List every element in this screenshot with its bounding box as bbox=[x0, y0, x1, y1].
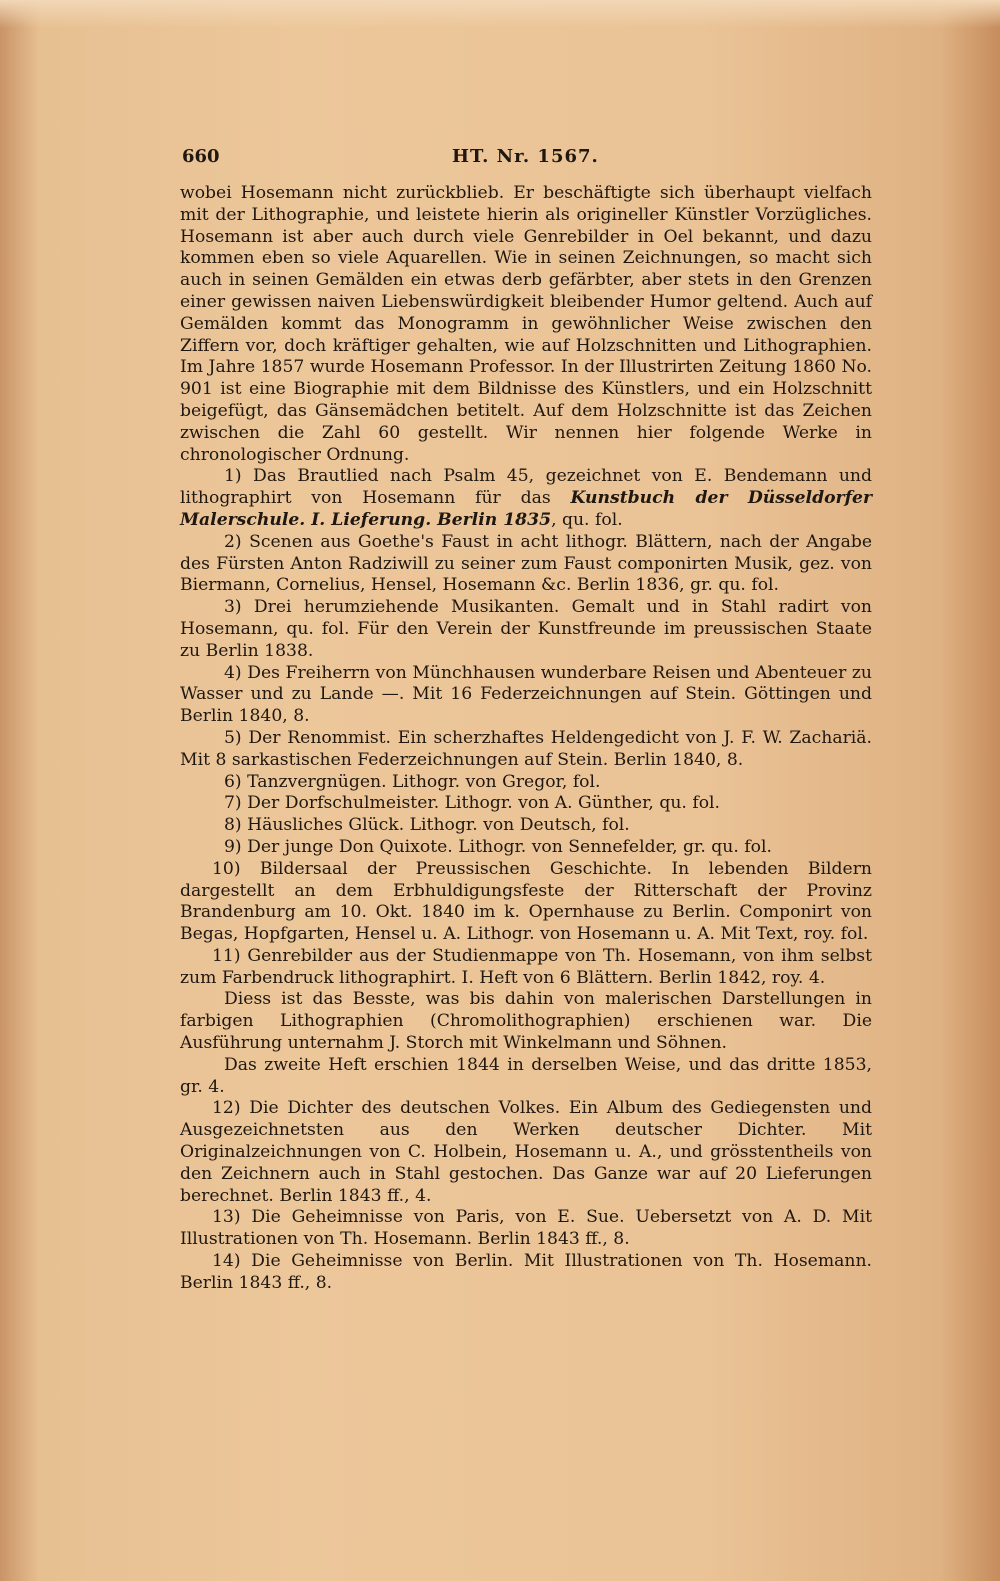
page-edge-shading bbox=[0, 0, 1000, 28]
list-item-7: 7) Der Dorfschulmeister. Lithogr. von A. Günther, qu. fol. bbox=[224, 793, 720, 814]
list-item-10: 10) Bildersaal der Preussischen Geschichte. In lebenden Bildern dargestellt an dem Erbhuldigungsfeste der Ritterschaft der Provinz Brandenburg am 10. Okt. 1840 im k. Opernhause zu Berlin. Componirt von Begas, Hopfgarten, Hensel u. A. Lithogr. von Hosemann u. A. Mit Text, roy. fol. bbox=[180, 858, 872, 945]
note-paragraph-2: Das zweite Heft erschien 1844 in derselben Weise, und das dritte 1853, gr. 4. bbox=[180, 1054, 872, 1097]
list-item-3: 3) Drei herumziehende Musikanten. Gemalt und in Stahl radirt von Hosemann, qu. fol. Für den Verein der Kunstfreunde im preussischen Staate zu Berlin 1838. bbox=[180, 597, 872, 661]
list-item-6: 6) Tanzvergnügen. Lithogr. von Gregor, fol. bbox=[224, 771, 601, 792]
running-header bbox=[182, 146, 872, 170]
catalogue-reference: HT. Nr. 1567. bbox=[452, 146, 599, 167]
list-item-8: 8) Häusliches Glück. Lithogr. von Deutsch, fol. bbox=[224, 815, 630, 836]
list-item-11: 11) Genrebilder aus der Studienmappe von Th. Hosemann, von ihm selbst zum Farbendruck lithographirt. I. Heft von 6 Blättern. Berlin 1842, roy. 4. bbox=[180, 945, 872, 988]
list-item-1-title: Kunstbuch der Düsseldorfer Malerschule. I. Lieferung. Berlin 1835 bbox=[180, 488, 872, 530]
list-item-1 bbox=[180, 466, 872, 531]
list-item-4: 4) Des Freiherrn von Münchhausen wunderbare Reisen und Abenteuer zu Wasser und zu Lande —. Mit 16 Federzeichnungen auf Stein. Göttingen und Berlin 1840, 8. bbox=[180, 662, 872, 727]
list-item-1-tail: , qu. fol. bbox=[551, 509, 623, 530]
page-number: 660 bbox=[182, 146, 220, 167]
list-item-5: 5) Der Renommist. Ein scherzhaftes Heldengedicht von J. F. W. Zachariä. Mit 8 sarkastischen Federzeichnungen auf Stein. Berlin 1840, 8. bbox=[180, 727, 872, 770]
intro-paragraph: wobei Hosemann nicht zurückblieb. Er beschäftigte sich überhaupt vielfach mit der Lithographie, und leistete hierin als origineller Künstler Vorzügliches. Hosemann ist aber auch durch viele Genrebilder in Oel bekannt, und dazu kommen eben so viele Aquarellen. Wie in seinen Zeichnungen, so macht sich auch in seinen Gemälden ein etwas derb gefärbter, aber stets in den Grenzen einer gewissen naiven Liebenswürdigkeit bleibender Humor geltend. Auch auf Gemälden kommt das Monogramm in gewöhnlicher Weise zwischen den Ziffern vor, doch kräftiger gehalten, wie auf Holzschnitten und Lithographien. Im Jahre 1857 wurde Hosemann Professor. In der Illustrirten Zeitung 1860 No. 901 ist eine Biographie mit dem Bildnisse des Künstlers, und ein Holzschnitt beigefügt, das Gänsemädchen betitelt. Auf dem Holzschnitte ist das Zeichen zwischen die Zahl 60 gestellt. Wir nennen hier folgende Werke in chronologischer Ordnung. bbox=[180, 183, 872, 465]
list-item-12: 12) Die Dichter des deutschen Volkes. Ein Album des Gediegensten und Ausgezeichnetsten aus den Werken deutscher Dichter. Mit Originalzeichnungen von C. Holbein, Hosemann u. A., und grösstentheils von den Zeichnern auch in Stahl gestochen. Das Ganze war auf 20 Lieferungen berechnet. Berlin 1843 ff., 4. bbox=[180, 1098, 872, 1206]
list-item-1-text: 1) Das Brautlied nach Psalm 45, gezeichnet von E. Bendemann und lithographirt von Hosemann für das bbox=[180, 466, 872, 509]
list-item-13: 13) Die Geheimnisse von Paris, von E. Sue. Uebersetzt von A. D. Mit Illustrationen von Th. Hosemann. Berlin 1843 ff., 8. bbox=[180, 1207, 872, 1250]
list-item-14: 14) Die Geheimnisse von Berlin. Mit Illustrationen von Th. Hosemann. Berlin 1843 ff., 8. bbox=[180, 1251, 872, 1293]
note-paragraph-1: Diess ist das Besste, was bis dahin von malerischen Darstellungen in farbigen Lithographien (Chromolithographien) erschienen war. Die Ausführung unternahm J. Storch mit Winkelmann und Söhnen. bbox=[180, 989, 872, 1054]
body-text bbox=[180, 183, 872, 1295]
list-item-2: 2) Scenen aus Goethe's Faust in acht lithogr. Blättern, nach der Angabe des Fürsten Anton Radziwill zu seiner zum Faust componirten Musik, gez. von Biermann, Cornelius, Hensel, Hosemann &c. Berlin 1836, gr. qu. fol. bbox=[180, 531, 872, 596]
list-item-9: 9) Der junge Don Quixote. Lithogr. von Sennefelder, gr. qu. fol. bbox=[224, 836, 772, 857]
